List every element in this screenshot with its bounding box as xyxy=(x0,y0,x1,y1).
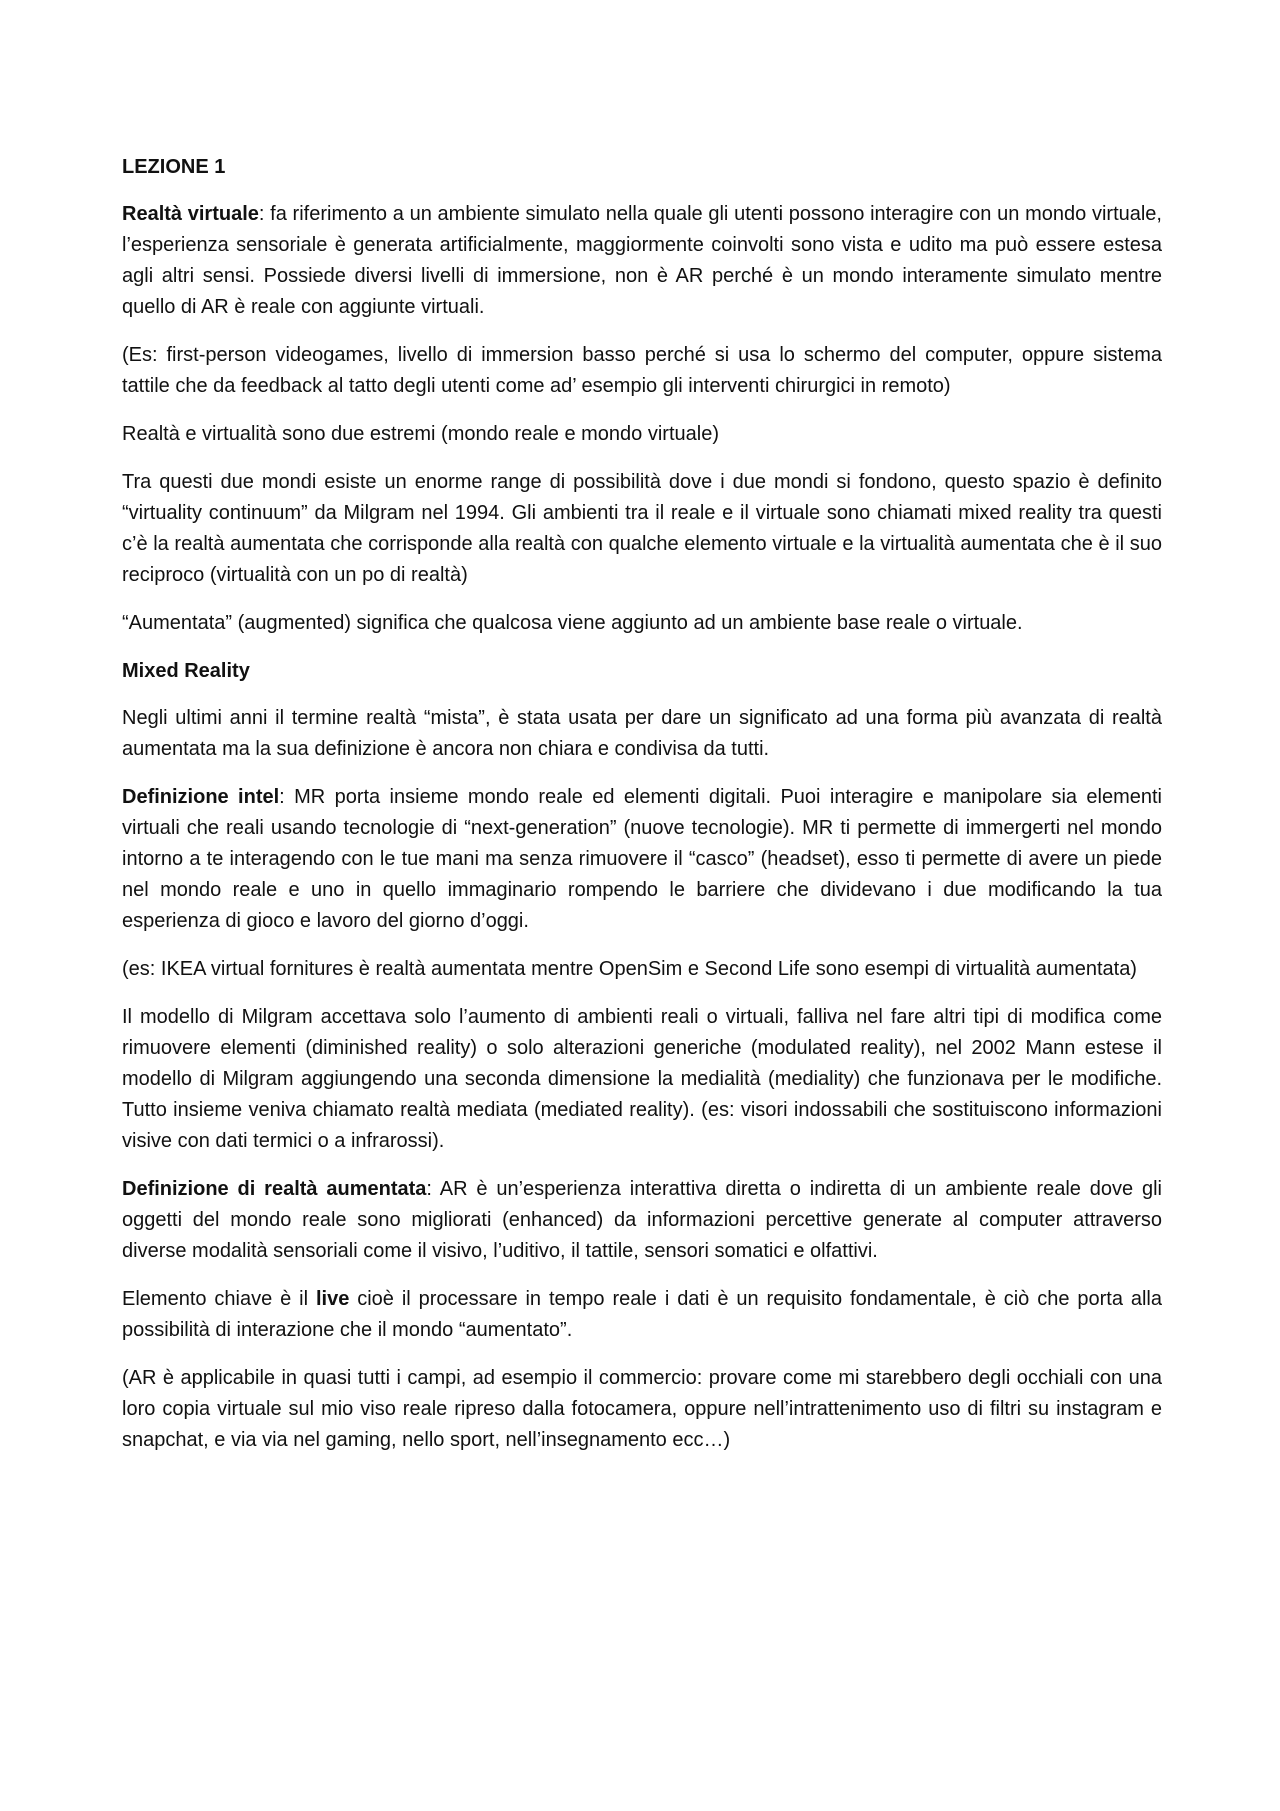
paragraph-virtual-reality xyxy=(122,199,1162,323)
paragraph-live-element xyxy=(122,1284,1162,1346)
term-ar-definition: Definizione di realtà aumentata xyxy=(122,1178,427,1200)
paragraph-augmented-definition: “Aumentata” (augmented) significa che qualcosa viene aggiunto ad un ambiente base reale o virtuale. xyxy=(122,612,1023,634)
paragraph-milgram-mann: Il modello di Milgram accettava solo l’aumento di ambienti reali o virtuali, falliva nel fare altri tipi di modifica come rimuovere elementi (diminished reality) o solo alterazioni generiche (modulated reality), nel 2002 Mann estese il modello di Milgram aggiungendo una seconda dimensione la medialità (mediality) che funzionava per le modifiche. Tutto insieme veniva chiamato realtà mediata (mediated reality). (es: visori indossabili che sostituiscono informazioni visive con dati termici o a infrarossi). xyxy=(122,1006,1162,1152)
paragraph-virtuality-continuum: Tra questi due mondi esiste un enorme range di possibilità dove i due mondi si fondono, questo spazio è definito “virtuality continuum” da Milgram nel 1994. Gli ambienti tra il reale e il virtuale sono chiamati mixed reality tra questi c’è la realtà aumentata che corrisponde alla realtà con qualche elemento virtuale e la virtualità aumentata che è il suo reciproco (virtualità con un po di realtà) xyxy=(122,471,1162,586)
lesson-title: LEZIONE 1 xyxy=(122,156,226,178)
paragraph-examples-vr: (Es: first-person videogames, livello di immersion basso perché si usa lo schermo del computer, oppure sistema tattile che da feedback al tatto degli utenti come ad’ esempio gli interventi chirurgici in remoto) xyxy=(122,344,1162,397)
paragraph-text: : AR è un’esperienza interattiva diretta o indiretta di un ambiente reale dove gli oggetti del mondo reale sono migliorati (enhanced) da informazioni percettive generate al computer attraverso diverse modalità sensoriali come il visivo, l’uditivo, il tattile, sensori somatici e olfattivi. xyxy=(122,1178,1162,1262)
paragraph-text: : MR porta insieme mondo reale ed elementi digitali. Puoi interagire e manipolare sia elementi virtuali che reali usando tecnologie di “next-generation” (nuove tecnologie). MR ti permette di immergerti nel mondo intorno a te interagendo con le tue mani ma senza rimuovere il “casco” (headset), esso ti permette di avere un piede nel mondo reale e uno in quello immaginario rompendo le barriere che dividevano i due modificando la tua esperienza di gioco e lavoro del giorno d’oggi. xyxy=(122,786,1162,932)
paragraph-text: cioè il processare in tempo reale i dati è un requisito fondamentale, è ciò che porta alla possibilità di interazione che il mondo “aumentato”. xyxy=(122,1288,1163,1341)
paragraph-ar-applications: (AR è applicabile in quasi tutti i campi, ad esempio il commercio: provare come mi starebbero degli occhiali con una loro copia virtuale sul mio viso reale ripreso dalla fotocamera, oppure nell’intrattenimento uso di filtri su instagram e snapchat, e via via nel gaming, nello sport, nell’insegnamento ecc…) xyxy=(122,1367,1162,1451)
term-intel-definition: Definizione intel xyxy=(122,786,280,808)
term-virtual-reality: Realtà virtuale xyxy=(122,203,259,225)
term-live: live xyxy=(315,1288,350,1310)
paragraph-text: Elemento chiave è il xyxy=(122,1288,316,1310)
document-body xyxy=(122,152,1162,1456)
section-title-mixed-reality: Mixed Reality xyxy=(122,660,250,682)
paragraph-examples-ikea: (es: IKEA virtual fornitures è realtà aumentata mentre OpenSim e Second Life sono esempi di virtualità aumentata) xyxy=(122,958,1137,980)
paragraph-ar-definition xyxy=(122,1174,1162,1267)
paragraph-extremes: Realtà e virtualità sono due estremi (mondo reale e mondo virtuale) xyxy=(122,423,719,445)
paragraph-mixed-reality-intro: Negli ultimi anni il termine realtà “mista”, è stata usata per dare un significato ad una forma più avanzata di realtà aumentata ma la sua definizione è ancora non chiara e condivisa da tutti. xyxy=(122,707,1162,760)
paragraph-intel-definition xyxy=(122,782,1162,937)
paragraph-text: : fa riferimento a un ambiente simulato nella quale gli utenti possono interagire con un mondo virtuale, l’esperienza sensoriale è generata artificialmente, maggiormente coinvolti sono vista e udito ma può essere estesa agli altri sensi. Possiede diversi livelli di immersione, non è AR perché è un mondo interamente simulato mentre quello di AR è reale con aggiunte virtuali. xyxy=(122,203,1162,318)
